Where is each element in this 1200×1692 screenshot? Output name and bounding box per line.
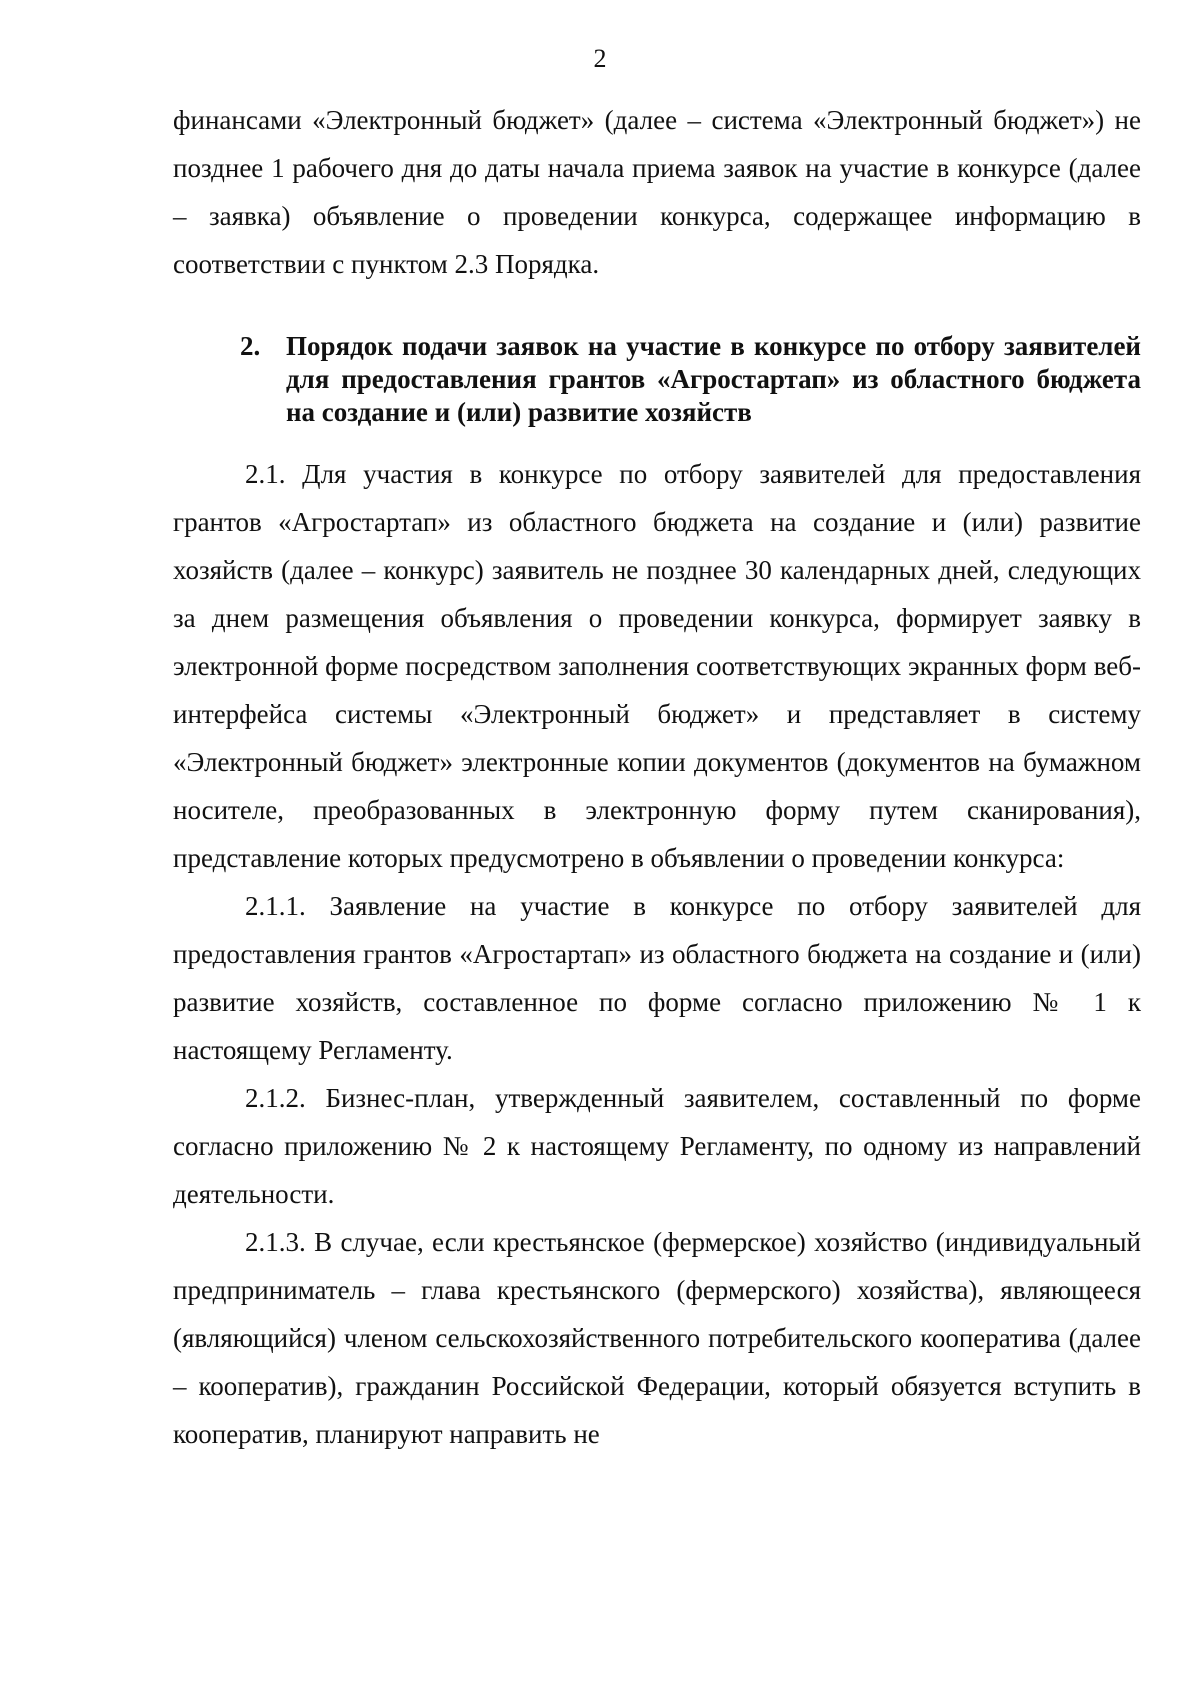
section-heading: [240, 330, 1141, 429]
paragraph-2-1-2: 2.1.2. Бизнес-план, утвержденный заявителем, составленный по форме согласно приложению № 2 к настоящему Регламенту, по одному из направлений деятельности.: [173, 1083, 1141, 1209]
main-text-block: [173, 450, 1141, 1458]
paragraph-2-1-1: 2.1.1. Заявление на участие в конкурсе по отбору заявителей для предоставления грантов «Агростартап» из областного бюджета на создание и (или) развитие хозяйств, составленное по форме согласно приложению № 1 к настоящему Регламенту.: [173, 891, 1141, 1065]
intro-paragraph: финансами «Электронный бюджет» (далее – система «Электронный бюджет») не позднее 1 рабочего дня до даты начала приема заявок на участие в конкурсе (далее – заявка) объявление о проведении конкурса, содержащее информацию в соответствии с пунктом 2.3 Порядка.: [173, 105, 1141, 279]
section-number: 2.: [240, 331, 261, 361]
intro-text-block: [173, 96, 1141, 288]
paragraph-2-1: 2.1. Для участия в конкурсе по отбору заявителей для предоставления грантов «Агростартап» из областного бюджета на создание и (или) развитие хозяйств (далее – конкурс) заявитель не позднее 30 календарных дней, следующих за днем размещения объявления о проведении конкурса, формирует заявку в электронной форме посредством заполнения соответствующих экранных форм веб-интерфейса системы «Электронный бюджет» и представляет в систему «Электронный бюджет» электронные копии документов (документов на бумажном носителе, преобразованных в электронную форму путем сканирования), представление которых предусмотрено в объявлении о проведении конкурса:: [173, 459, 1141, 873]
page-number: 2: [593, 44, 607, 73]
section-title: Порядок подачи заявок на участие в конкурсе по отбору заявителей для предоставления грантов «Агростартап» из областного бюджета на создание и (или) развитие хозяйств: [286, 331, 1141, 427]
paragraph-2-1-3: 2.1.3. В случае, если крестьянское (фермерское) хозяйство (индивидуальный предприниматель – глава крестьянского (фермерского) хозяйства), являющееся (являющийся) членом сельскохозяйственного потребительского кооператива (далее – кооператив), гражданин Российской Федерации, который обязуется вступить в кооператив, планируют направить не: [173, 1227, 1141, 1449]
